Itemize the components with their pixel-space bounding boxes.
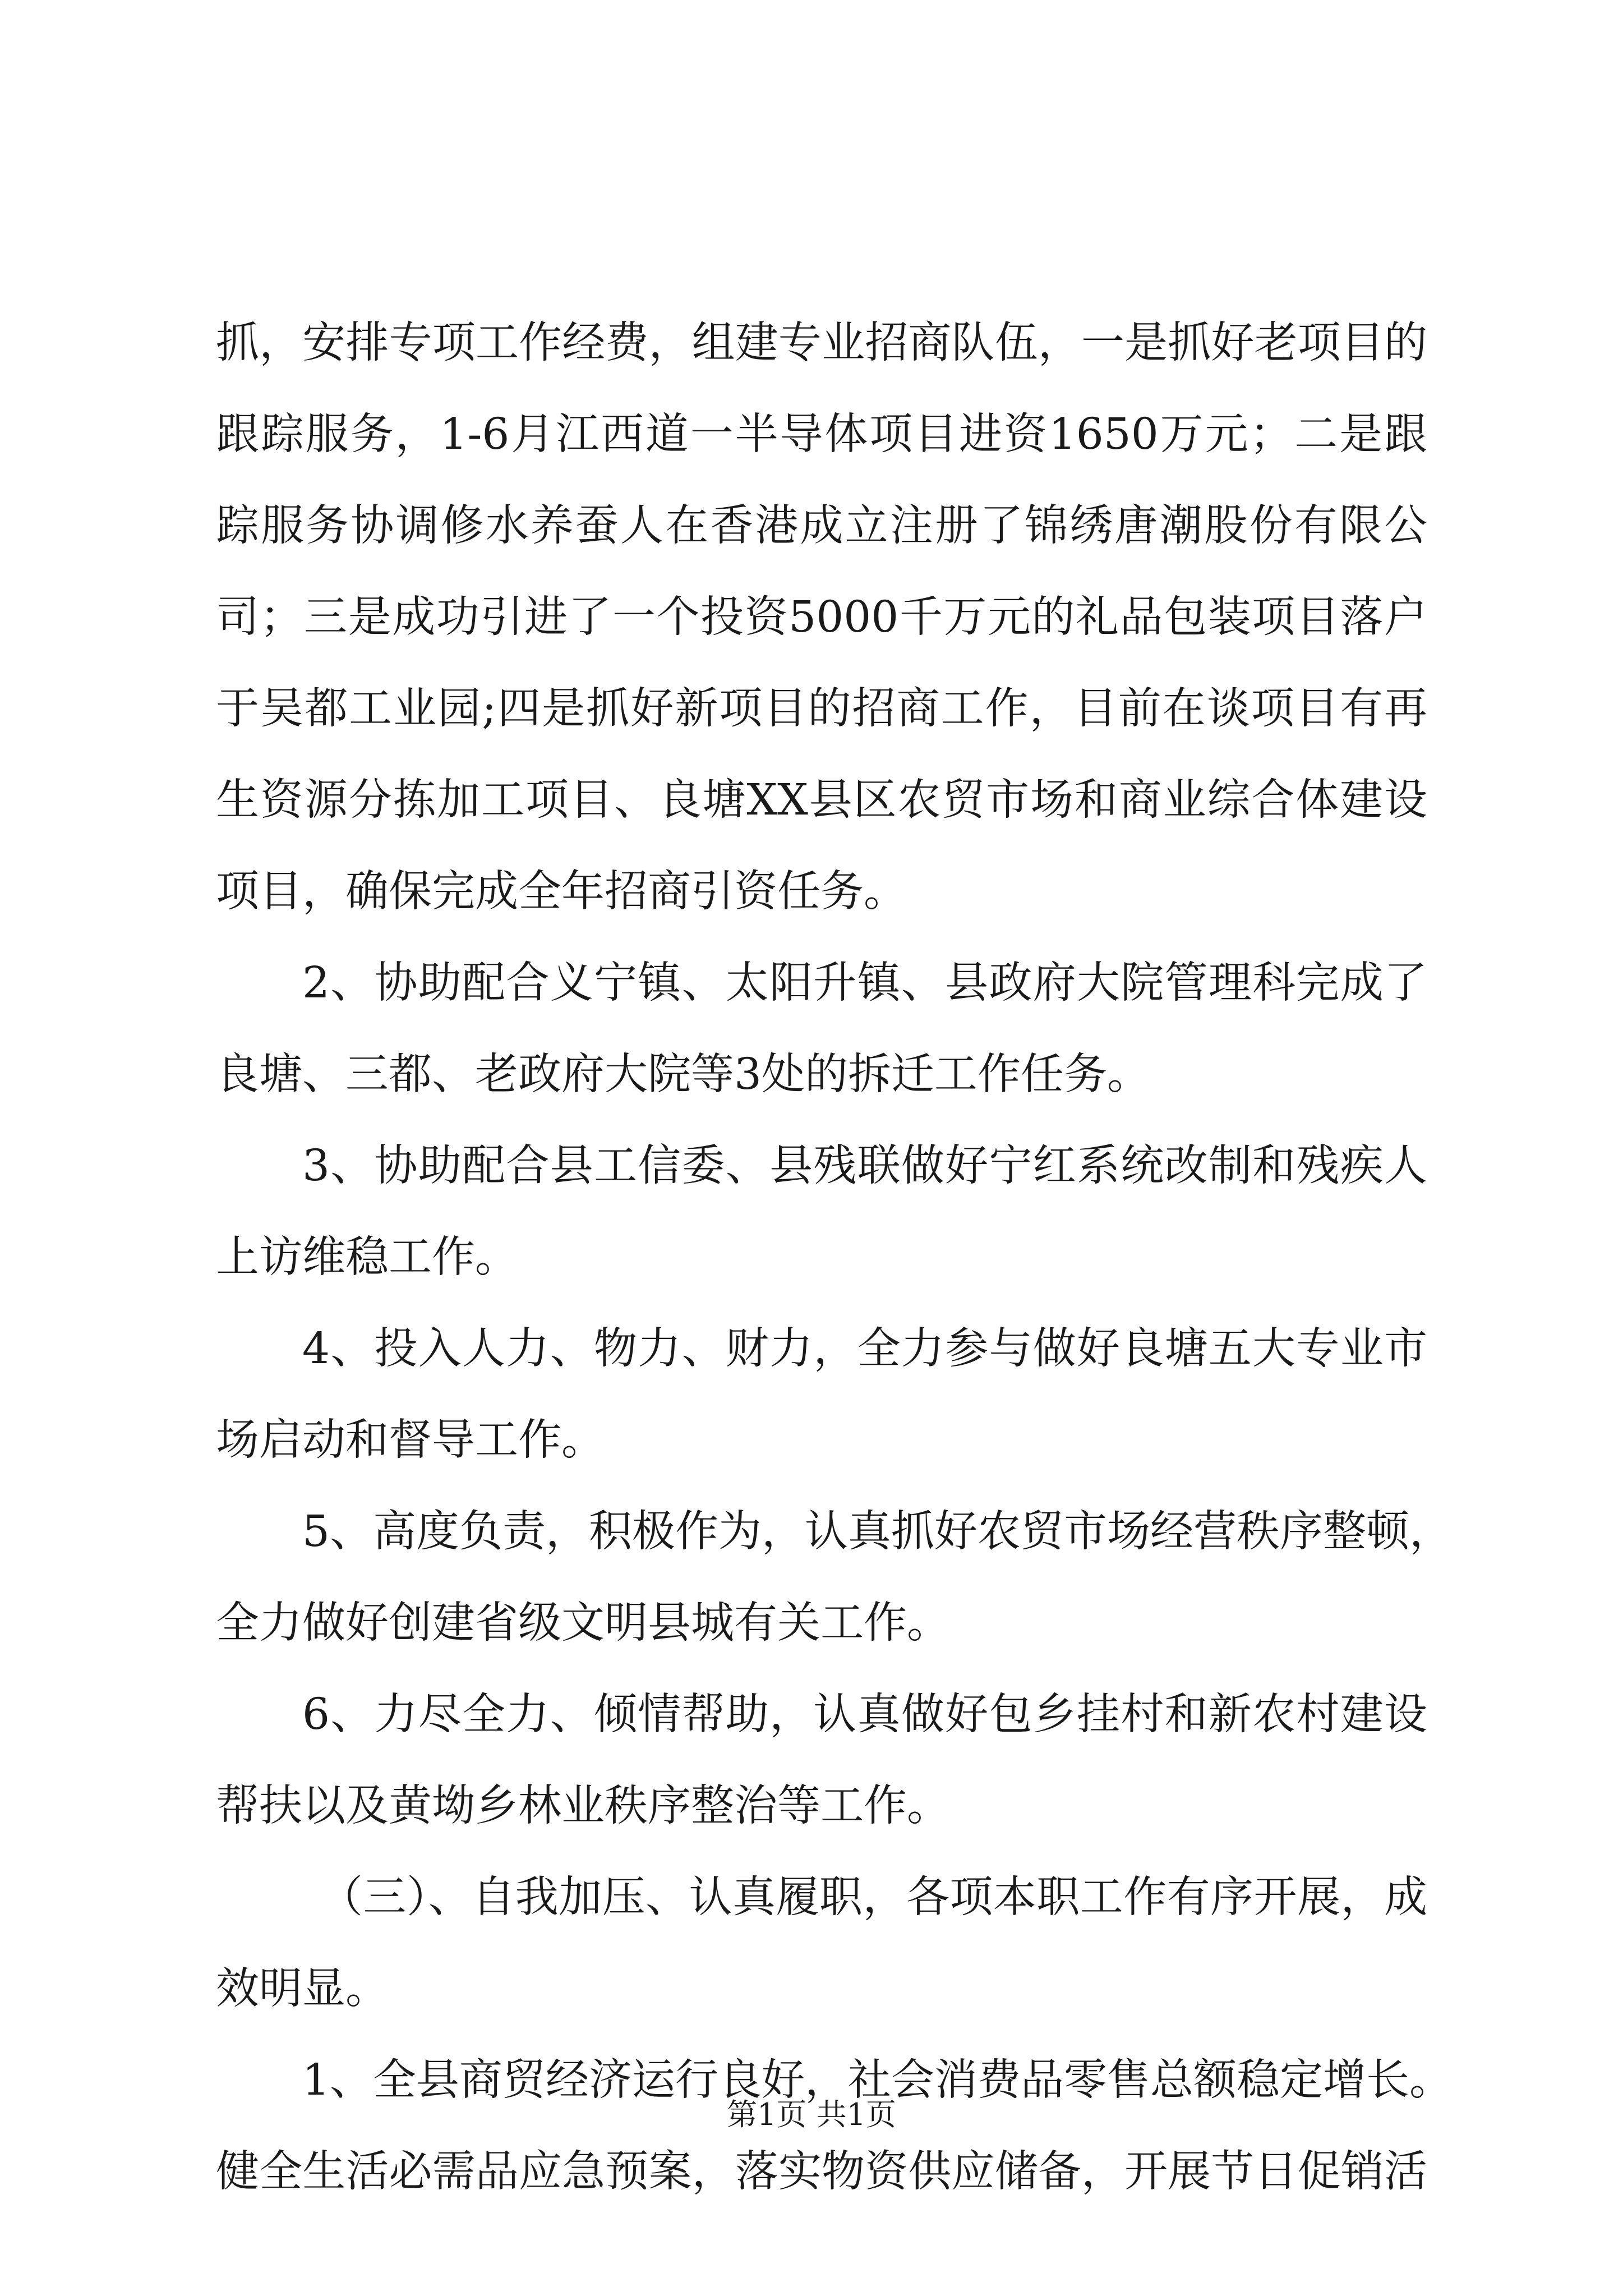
- text-line: 生资源分拣加工项目、良塘XX县区农贸市场和商业综合体建设: [216, 775, 1427, 825]
- text-line: 司；三是成功引进了一个投资5000千万元的礼品包装项目落户: [216, 592, 1427, 642]
- text-line: 项目，确保完成全年招商引资任务。: [216, 867, 907, 917]
- page-footer: 第1页 共1页: [727, 2097, 896, 2132]
- text-line: 效明显。: [216, 1964, 389, 2014]
- text-line: 1、全县商贸经济运行良好，社会消费品零售总额稳定增长。: [302, 2055, 1453, 2105]
- text-line: 6、力尽全力、倾情帮助，认真做好包乡挂村和新农村建设: [302, 1690, 1427, 1740]
- text-line: 场启动和督导工作。: [216, 1415, 605, 1465]
- document-body: [216, 297, 1453, 2217]
- text-line: 上访维稳工作。: [216, 1232, 518, 1282]
- text-line: 2、协助配合义宁镇、太阳升镇、县政府大院管理科完成了: [302, 958, 1427, 1008]
- text-line: （三）、自我加压、认真履职，各项本职工作有序开展，成: [320, 1872, 1427, 1922]
- text-line: 跟踪服务，1-6月江西道一半导体项目进资1650万元；二是跟: [216, 409, 1427, 459]
- text-line: 于吴都工业园;四是抓好新项目的招商工作，目前在谈项目有再: [216, 684, 1427, 734]
- text-line: 5、高度负责，积极作为，认真抓好农贸市场经营秩序整顿，: [302, 1507, 1453, 1557]
- text-line: 良塘、三都、老政府大院等3处的拆迁工作任务。: [216, 1050, 1150, 1099]
- text-line: 4、投入人力、物力、财力，全力参与做好良塘五大专业市: [302, 1324, 1427, 1374]
- text-line: 全力做好创建省级文明县城有关工作。: [216, 1598, 950, 1648]
- text-line: 帮扶以及黄坳乡林业秩序整治等工作。: [216, 1781, 950, 1831]
- text-line: 踪服务协调修水养蚕人在香港成立注册了锦绣唐潮股份有限公: [216, 501, 1427, 551]
- text-line: 抓，安排专项工作经费，组建专业招商队伍，一是抓好老项目的: [216, 318, 1427, 368]
- text-line: 健全生活必需品应急预案，落实物资供应储备，开展节日促销活: [216, 2147, 1427, 2197]
- text-line: 3、协助配合县工信委、县残联做好宁红系统改制和残疾人: [302, 1141, 1427, 1191]
